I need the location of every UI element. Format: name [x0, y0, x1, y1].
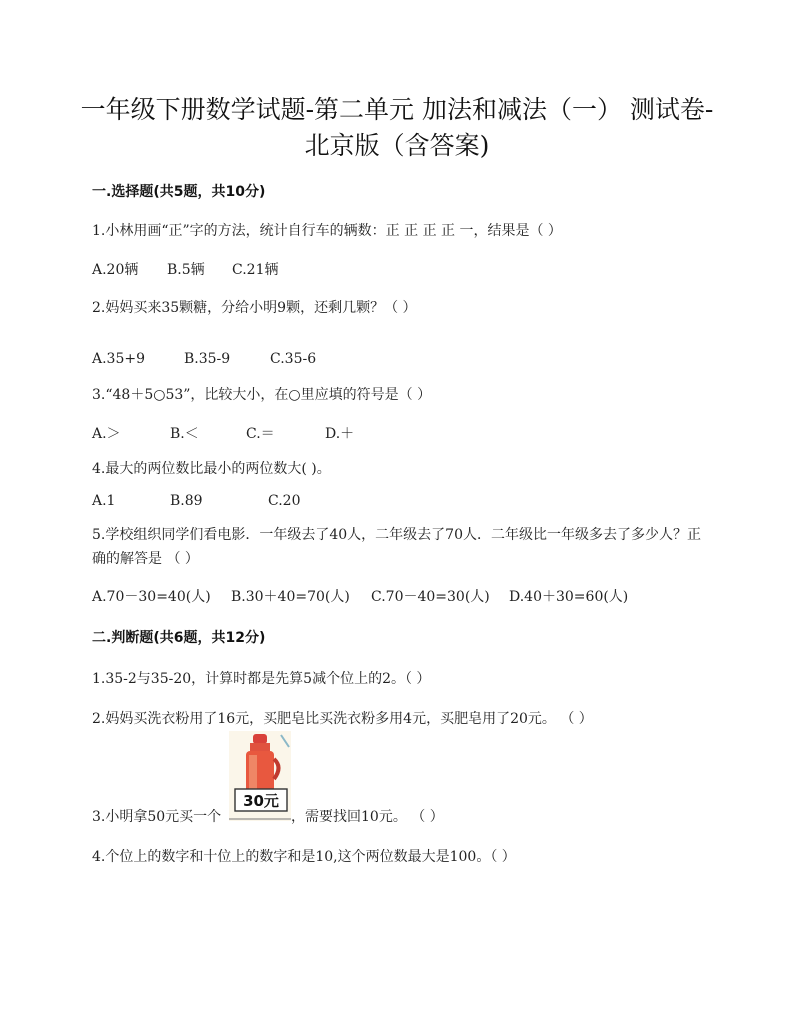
q1-option-b: B.5辆 [167, 262, 205, 278]
judgement-3-text-after: ，需要找回10元。 （ ） [291, 809, 444, 825]
section-heading-choice: 一.选择题(共5题，共10分) [92, 184, 266, 200]
title-line-1: 一年级下册数学试题-第二单元 加法和减法（一） 测试卷- [80, 95, 714, 124]
thermos-bottle-icon [229, 731, 291, 821]
question-3-text: 3.“48＋5○53”，比较大小，在○里应填的符号是（ ） [92, 387, 432, 403]
q2-option-b: B.35-9 [184, 351, 231, 367]
q3-option-a: A.＞ [92, 426, 121, 442]
q4-option-c: C.20 [268, 493, 301, 509]
question-2-text: 2.妈妈买来35颗糖，分给小明9颗，还剩几颗？（ ） [92, 300, 417, 316]
judgement-1-text: 1.35-2与35-20，计算时都是先算5减个位上的2。（ ） [92, 671, 431, 687]
judgement-4-text: 4.个位上的数字和十位上的数字和是10,这个两位数最大是100。（ ） [92, 849, 516, 865]
thermos-bottle-image [229, 731, 291, 821]
q3-option-d: D.＋ [325, 426, 355, 442]
q1-option-a: A.20辆 [92, 262, 139, 278]
q5-option-d: D.40＋30=60(人) [509, 589, 629, 605]
judgement-3-text-before: 3.小明拿50元买一个 [92, 809, 222, 825]
q2-option-c: C.35-6 [270, 351, 317, 367]
judgement-2-text: 2.妈妈买洗衣粉用了16元，买肥皂比买洗衣粉多用4元，买肥皂用了20元。 （ ） [92, 711, 593, 727]
q4-option-b: B.89 [170, 493, 203, 509]
q2-option-a: A.35+9 [92, 351, 146, 367]
section-heading-judgement: 二.判断题(共6题，共12分) [92, 630, 266, 646]
page-title [60, 92, 734, 164]
question-4-text: 4.最大的两位数比最小的两位数大( )。 [92, 461, 331, 477]
q3-option-c: C.＝ [246, 426, 275, 442]
q4-option-a: A.1 [92, 493, 116, 509]
q1-option-c: C.21辆 [232, 262, 279, 278]
title-line-2: 北京版（含答案) [304, 131, 490, 160]
price-tag-label: 30元 [243, 792, 279, 810]
q5-option-c: C.70－40=30(人) [371, 589, 490, 605]
q5-option-b: B.30＋40=70(人) [231, 589, 350, 605]
q5-option-a: A.70－30=40(人) [92, 589, 211, 605]
question-5-text: 5.学校组织同学们看电影．一年级去了40人，二年级去了70人．二年级比一年级多去了多少人？正确的解答是 （ ） [92, 527, 701, 567]
q3-option-b: B.＜ [170, 426, 199, 442]
question-1-text: 1.小林用画“正”字的方法，统计自行车的辆数：正 正 正 正 一，结果是（ ） [92, 223, 562, 239]
